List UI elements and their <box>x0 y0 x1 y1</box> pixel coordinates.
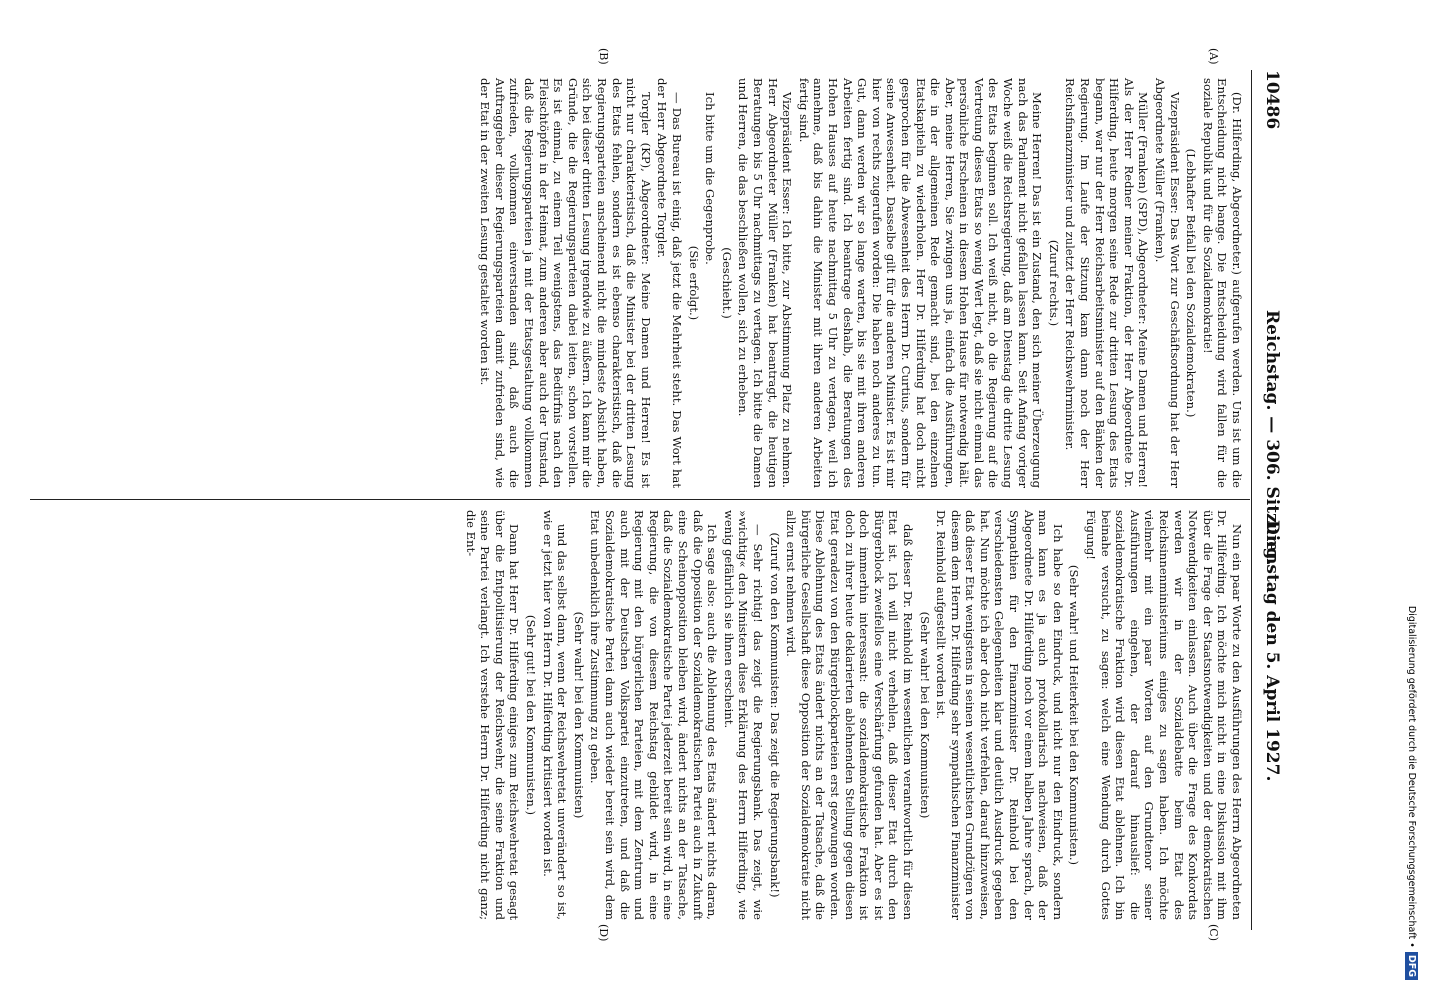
margin-mark-b: (B) <box>597 48 610 65</box>
margin-mark-d: (D) <box>597 924 610 942</box>
stage-direction: (Lebhafter Beifall bei den Sozialdemokraten.) <box>1184 148 1199 418</box>
header-rule <box>1251 70 1252 930</box>
page-number: 10486 <box>1262 70 1282 130</box>
speech-paragraph: Ich bitte um die Gegenprobe. <box>703 92 718 265</box>
digitization-credit <box>1396 20 1426 980</box>
margin-mark-c: (C) <box>1207 924 1220 941</box>
speech-paragraph: Müller (Franken) (SPD), Abgeordneter: Meine Damen und Herren! Als der Herr Redner meiner Fraktion, der Herr Abgeordnete Dr. Hilferding, heute morgen seine Rede zur dritten Lesung des Etats begann, war nur der Herr Reichsarbeitsminister auf den Bänken der Regierung. Im Laufe der Sitzung kam dann noch der Herr Reichsfinanzminister und zuletzt der Herr Reichswehrminister. <box>1063 78 1151 488</box>
speech-paragraph: Meine Herren! Das ist ein Zustand, den sich meiner Überzeugung nach das Parlament nicht gefallen lassen kann. Seit Anfang voriger Woche weiß die Reichsregierung, daß am Dienstag die dritte Lesung des Etats beginnen soll. Ich weiß nicht, ob die Regierung auf die Vertretung dieses Etats so wenig Wert legt, daß sie nicht einmal das persönliche Erscheinen in diesem Hohen Hause für notwendig hält. Aber, meine Herren, Sie zwingen uns ja, einfach die Ausführungen, die in der allgemeinen Rede gemacht sind, bei den einzelnen Etatskapiteln zu wiederholen. Herr Dr. Hilferding hat doch nicht gesprochen für die Abwesenheit des Herrn Dr. Curtius, sondern für seine Anwesenheit. Dasselbe gilt für die anderen Minister. Es ist mir hier von rechts zugerufen worden: Die haben noch anderes zu tun. Gut, dann werden wir so lange warten, bis sie mit ihren anderen Arbeiten fertig sind. Ich beantrage deshalb, die Beratungen des Hohen Hauses auf heute nachmittag 5 Uhr zu vertagen, weil ich annehme, daß bis dahin die Minister mit ihren anderen Arbeiten fertig sind. <box>796 78 1045 488</box>
header-left: Reichstag. — 306. Sitzung. <box>1262 310 1282 566</box>
left-text-column <box>476 78 1244 488</box>
right-text-column <box>461 510 1244 920</box>
stage-direction: (Sehr gut! bei den Kommunisten.) <box>524 614 539 816</box>
speech-paragraph: daß dieser Dr. Reinhold im wesentlichen verantwortlich für diesen Etat ist. Ich will nicht verhehlen, daß dieser Etat durch den Bürgerblock zweifellos eine Verschärfung gefunden hat. Aber es ist doch immerhin interessant: die sozialdemokratische Fraktion ist doch zu ihrer heute deklarierten ablehnenden Stellung gegen diesen Etat geradezu von den Bürgerblockparteien erst gezwungen worden. Diese Ablehnung des Etats ändert nichts an der Tatsache, daß die bürgerliche Gesellschaft diese Opposition der Sozialdemokratie nicht allzu ernst nehmen wird. <box>784 510 915 920</box>
speech-paragraph: Torgler (KP), Abgeordneter: Meine Damen und Herren! Es ist nicht nur charakteristisch, daß die Minister bei der dritten Lesung des Etats fehlen, sondern es ist ebenso charakteristisch, daß die Regierungsparteien anscheinend nicht die mindeste Absicht haben, sich bei dieser dritten Lesung irgendwie zu äußern. Ich kann mir die Gründe, die die Regierungsparteien dabei leiten, schon vorstellen. Es ist einmal, zu einem Teil wenigstens, das Bedürfnis nach den Fleischtöpfen in der Heimat, zum anderen aber auch der Umstand, daß die Regierungsparteien ja mit der Etatsgestaltung vollkommen zufrieden, vollkommen einverstanden sind, daß auch die Auftraggeber dieser Regierungsparteien damit zufrieden sind, wie der Etat in der zweiten Lesung gestaltet worden ist. <box>478 78 653 488</box>
stage-direction: (Sie erfolgt.) <box>686 245 701 321</box>
margin-mark-a: (A) <box>1207 48 1220 65</box>
stage-direction: (Zuruf rechts.) <box>1046 239 1061 327</box>
header-right: Dienstag den 5. April 1927. <box>1262 520 1282 782</box>
stage-direction: (Sehr wahr! bei den Kommunisten) <box>917 611 932 819</box>
page-header <box>1254 70 1282 930</box>
dfg-logo: DFG <box>1405 952 1418 980</box>
speech-paragraph: Vizepräsident Esser: Das Wort zur Geschäftsordnung hat der Herr Abgeordnete Müller (Franken). <box>1153 78 1182 488</box>
speech-paragraph: Dann hat Herr Dr. Hilferding einiges zum Reichswehretat gesagt über die Entpolitisierung der Reichswehr, die seine Fraktion und seine Partei verlangt. Ich verstehe Herrn Dr. Hilferding nicht ganz; die Ent- <box>463 510 522 920</box>
stage-direction: (Zuruf von den Kommunisten: Das zeigt die Regierungsbank!) <box>767 532 782 898</box>
speech-paragraph: Ich habe so den Eindruck, und nicht nur den Eindruck, sondern man kann es ja auch protokollarisch nachweisen, daß der Abgeordnete Dr. Hilferding noch vor einem halben Jahre sprach, der Sympathien für den Finanzminister Dr. Reinhold bei den verschiedensten Gelegenheiten klar und deutlich Ausdruck gegeben hat. Nun möchte ich aber doch nicht verfehlen, darauf hinzuweisen, daß dieser Etat wenigstens in seinen wesentlichsten Grundzügen von diesem dem Herrn Dr. Hilferding sehr sympathischen Finanzminister Dr. Reinhold aufgestellt worden ist. <box>934 510 1065 920</box>
speech-paragraph: Nun ein paar Worte zu den Ausführungen des Herrn Abgeordneten Dr. Hilferding. Ich möchte mich nicht in eine Diskussion mit ihm über die Frage der Staatsnotwendigkeiten und der demokratischen Notwendigkeiten einlassen. Auch über die Frage des Konkordats werden wir in der Sozialdebatte beim Etat des Reichsinnenministeriums einiges zu sagen haben. Ich möchte vielmehr mit ein paar Worten auf den Grundtenor seiner Ausführungen eingehen, der darauf hinauslief: die sozialdemokratische Fraktion wird diesen Etat ablehnen. Ich bin beinahe versucht, zu sagen: welch eine Wendung durch Gottes Fügung! <box>1084 510 1244 920</box>
credit-text: Digitalisierung gefördert durch die Deutsche Forschungsgemeinschaft • <box>1406 605 1417 948</box>
speech-paragraph: Vizepräsident Esser: Ich bitte, zur Abstimmung Platz zu nehmen. Herr Abgeordneter Müller (Franken) hat beantragt, die heutigen Beratungen bis 5 Uhr nachmittags zu vertagen. Ich bitte die Damen und Herren, die das beschließen wollen, sich zu erheben. <box>736 78 795 488</box>
speech-paragraph: (Dr. Hilferding, Abgeordneter.) aufgerufen werden. Uns ist um die Entscheidung nicht bange. Die Entscheidung wird fallen für die soziale Republik und für die Sozialdemokratie! <box>1200 78 1244 488</box>
column-divider <box>30 499 1250 500</box>
stage-direction: (Sehr wahr! bei den Kommunisten) <box>571 611 586 819</box>
speech-paragraph: Ich sage also: auch die Ablehnung des Etats ändert nichts daran, daß die Opposition der Sozialdemokratischen Partei auch in Zukunft eine Scheinopposition bleiben wird, ändert nichts an der Tatsache, daß die Sozialdemokratische Partei jederzeit bereit sein wird, in eine Regierung, die von diesem Reichstag gebildet wird, in eine Regierung mit den bürgerlichen Parteien, mit dem Zentrum und auch mit der Deutschen Volkspartei einzutreten, und daß die Sozialdemokratische Partei dann auch wieder bereit sein wird, dem Etat unbedenklich ihre Zustimmung zu geben. <box>588 510 720 920</box>
stage-direction: (Sehr wahr! und Heiterkeit bei den Kommunisten.) <box>1067 564 1082 866</box>
speech-paragraph: und das selbst dann, wenn der Reichswehretat unverändert so ist, wie er jetzt hier von Herrn Dr. Hilferding kritisiert worden ist. <box>540 510 570 920</box>
speech-paragraph: — Sehr richtig! das zeigt die Regierungsbank. Das zeigt, wie »wichtig« den Ministern diese Erklärung des Herrn Hilferding, wie wenig gefährlich sie ihnen erscheint. <box>721 510 765 920</box>
speech-paragraph: — Das Bureau ist einig, daß jetzt die Mehrheit steht. Das Wort hat der Herr Abgeordnete Torgler. <box>655 78 685 488</box>
stage-direction: (Geschieht.) <box>719 247 734 319</box>
